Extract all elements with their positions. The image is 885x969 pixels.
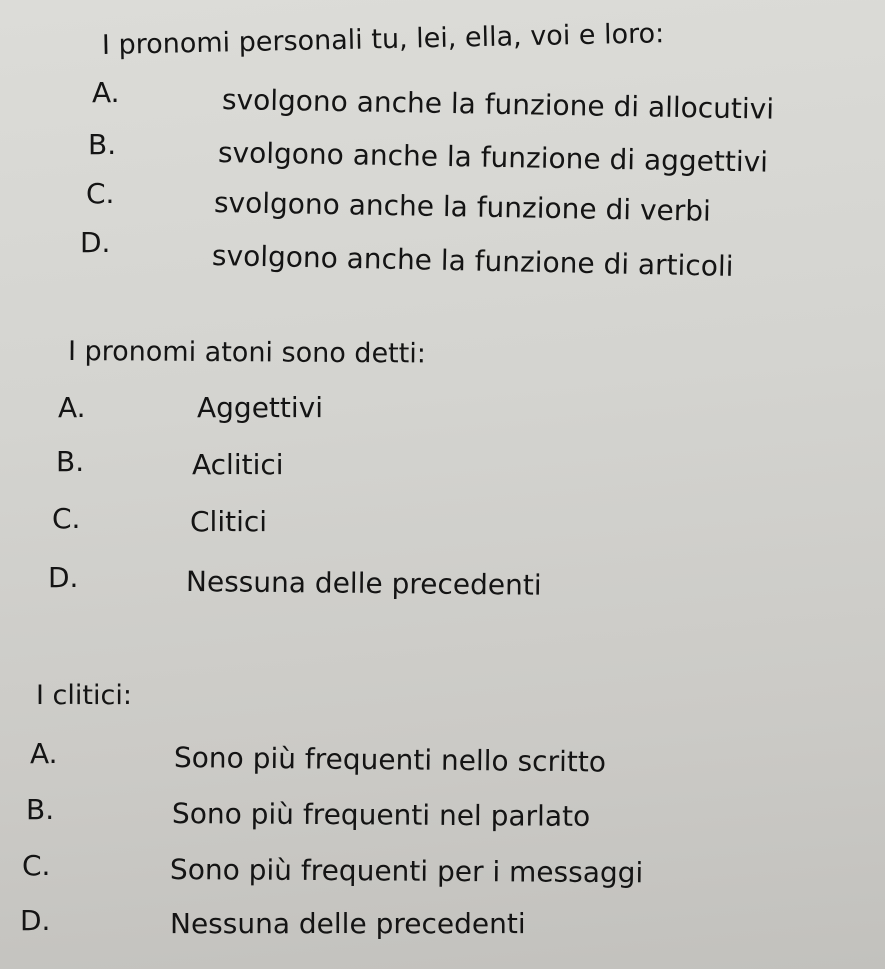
question-2-option-d-letter: D. [48,561,79,594]
question-1-option-c-letter: C. [86,177,115,210]
question-2-option-c-letter: C. [52,502,81,535]
question-2-option-c-text: Clitici [190,505,268,538]
question-3-prompt: I clitici: [36,680,132,711]
question-2-option-b-text: Aclitici [192,448,284,481]
question-2-option-a-text: Aggettivi [197,391,324,424]
question-3-option-a-text: Sono più frequenti nello scritto [173,741,607,779]
question-3-option-d-letter: D. [20,904,51,937]
question-2-option-b-letter: B. [56,445,85,478]
question-1-option-b-letter: B. [88,128,117,161]
question-1-option-a-letter: A. [92,76,120,109]
question-1-prompt: I pronomi personali tu, lei, ella, voi e loro: [101,18,665,61]
question-1-option-a-text: svolgono anche la funzione di allocutivi [221,83,775,126]
question-1-option-d-text: svolgono anche la funzione di articoli [211,239,734,283]
question-3-option-b-text: Sono più frequenti nel parlato [171,797,591,833]
question-2-option-d-text: Nessuna delle precedenti [185,565,542,602]
question-3-option-c-letter: C. [22,849,51,882]
question-3-option-d-text: Nessuna delle precedenti [170,907,526,940]
question-3-option-b-letter: B. [26,793,55,826]
question-3-option-c-text: Sono più frequenti per i messaggi [169,853,644,890]
question-1-option-d-letter: D. [80,226,111,259]
question-2-option-a-letter: A. [58,391,86,424]
question-1-option-b-text: svolgono anche la funzione di aggettivi [217,136,769,179]
question-1-option-c-text: svolgono anche la funzione di verbi [213,186,712,228]
question-2-prompt: I pronomi atoni sono detti: [67,336,427,370]
question-3-option-a-letter: A. [30,737,58,770]
